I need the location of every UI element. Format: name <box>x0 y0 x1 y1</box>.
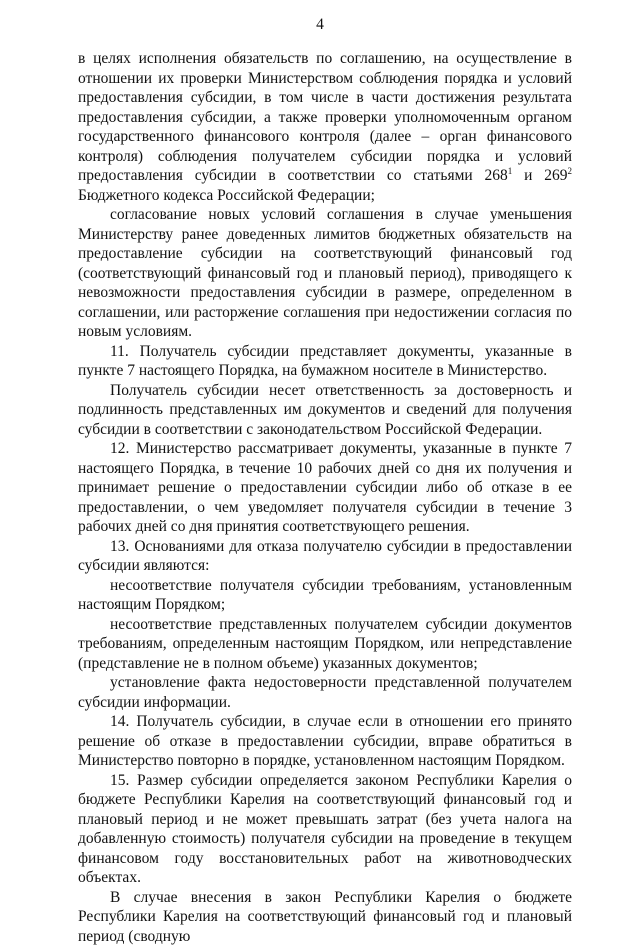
paragraph <box>78 537 572 576</box>
paragraph-text: Бюджетного кодекса Российской Федерации; <box>78 187 375 204</box>
paragraph-text: несоответствие представленных получателем субсидии документов требованиям, определенным настоящим Порядком, или непредставление (представление не в полном объеме) указанных документов; <box>78 616 572 672</box>
paragraph <box>78 205 572 342</box>
paragraph-text: несоответствие получателя субсидии требованиям, установленным настоящим Порядком; <box>78 577 572 614</box>
document-body <box>78 49 572 946</box>
paragraph-text: Получатель субсидии несет ответственность за достоверность и подлинность представленных им документов и сведений для получения субсидии в соответствии с законодательством Российской Федерации. <box>78 382 572 438</box>
superscript: 1 <box>508 166 513 176</box>
paragraph-text: 12. Министерство рассматривает документы, указанные в пункте 7 настоящего Порядка, в течение 10 рабочих дней со дня их получения и принимает решение о предоставлении субсидии либо об отказе в ее предоставлении, о чем уведомляет получателя субсидии в течение 3 рабочих дней со дня принятия соответствующего решения. <box>78 440 572 535</box>
paragraph-text: установление факта недостоверности представленной получателем субсидии информации. <box>78 674 572 711</box>
paragraph-text: в целях исполнения обязательств по соглашению, на осуществление в отношении их проверки Министерством соблюдения порядка и условий предоставления субсидии, в том числе в части достижения результата предоставления субсидии, а также проверки уполномоченным органом государственного финансового контроля (далее – орган финансового контроля) соблюдения получателем субсидии порядка и условий предоставления субсидии в соответствии со статьями 268 <box>78 50 572 184</box>
paragraph <box>78 576 572 615</box>
paragraph-text: 14. Получатель субсидии, в случае если в отношении его принято решение об отказе в предоставлении субсидии, вправе обратиться в Министерство повторно в порядке, установленном настоящим Порядком. <box>78 713 572 769</box>
paragraph-text: 13. Основаниями для отказа получателю субсидии в предоставлении субсидии являются: <box>78 538 572 575</box>
paragraph-text: 11. Получатель субсидии представляет документы, указанные в пункте 7 настоящего Порядка, на бумажном носителе в Министерство. <box>78 343 572 380</box>
paragraph <box>78 771 572 888</box>
paragraph-text: 15. Размер субсидии определяется законом Республики Карелия о бюджете Республики Карелия на соответствующий финансовый год и плановый период и не может превышать затрат (без учета налога на добавленную стоимость) получателя субсидии на проведение в текущем финансовом году восстановительных работ на животноводческих объектах. <box>78 772 572 887</box>
paragraph-text: и 269 <box>512 167 567 184</box>
paragraph-text: согласование новых условий соглашения в случае уменьшения Министерству ранее доведенных лимитов бюджетных обязательств на предоставление субсидии на соответствующий финансовый год (соответствующий финансовый год и плановый период), приводящего к невозможности предоставления субсидии в размере, определенном в соглашении, или расторжение соглашения при недостижении согласия по новым условиям. <box>78 206 572 340</box>
paragraph <box>78 673 572 712</box>
paragraph <box>78 888 572 946</box>
paragraph <box>78 712 572 771</box>
page-number: 4 <box>0 16 640 34</box>
paragraph <box>78 342 572 381</box>
paragraph <box>78 49 572 205</box>
paragraph <box>78 439 572 537</box>
superscript: 2 <box>568 166 573 176</box>
paragraph-text: В случае внесения в закон Республики Карелия о бюджете Республики Карелия на соответствующий финансовый год и плановый период (сводную <box>78 889 572 945</box>
paragraph <box>78 381 572 440</box>
paragraph <box>78 615 572 674</box>
